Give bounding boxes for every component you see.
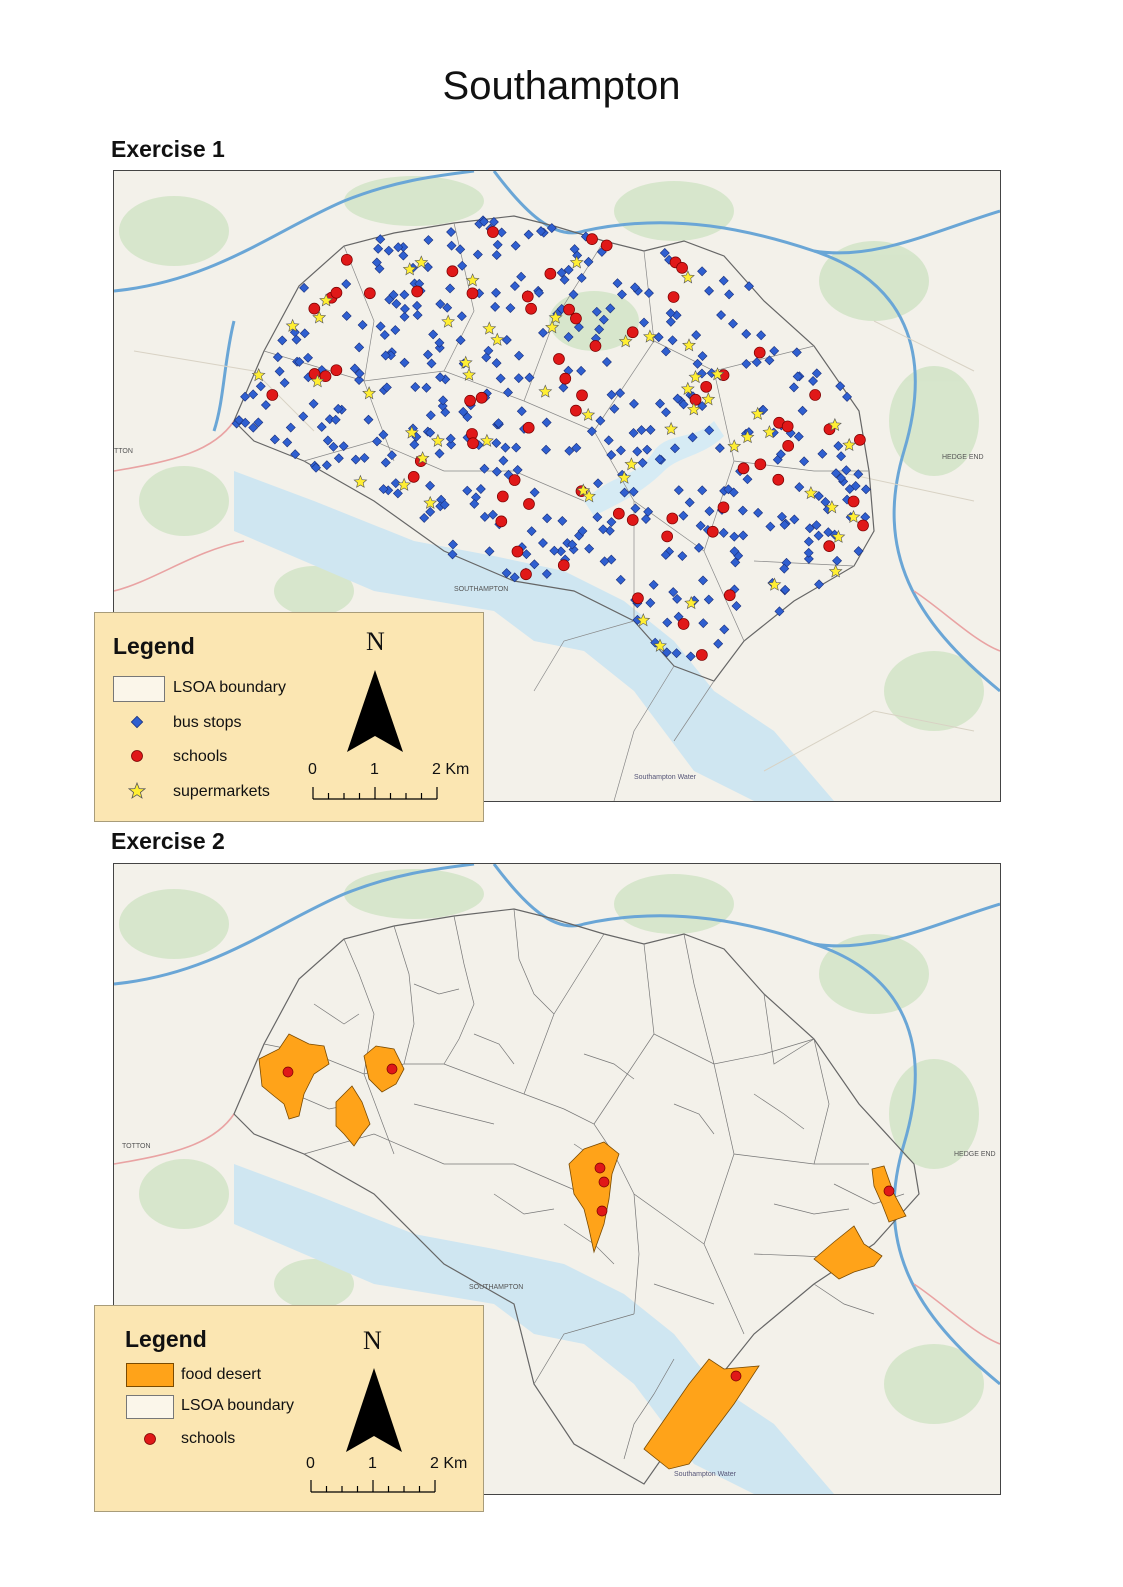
legend-label-schools: schools: [173, 748, 228, 765]
school-marker: [570, 405, 581, 416]
school-marker: [701, 381, 712, 392]
school-marker: [387, 1064, 397, 1074]
school-marker: [754, 347, 765, 358]
school-marker: [782, 421, 793, 432]
map-label-east: HEDGE END: [954, 1151, 996, 1158]
school-marker: [854, 434, 865, 445]
school-marker: [667, 513, 678, 524]
exercise2-legend: [94, 1305, 484, 1512]
north-arrow-icon: [344, 1366, 404, 1454]
school-marker: [523, 422, 534, 433]
school-marker: [731, 1371, 741, 1381]
lsoa-boundary-swatch: [126, 1395, 174, 1419]
school-marker: [718, 502, 729, 513]
school-marker: [476, 392, 487, 403]
legend-title: Legend: [113, 633, 195, 659]
map-label-water: Southampton Water: [634, 774, 696, 781]
lsoa-boundary-swatch: [113, 676, 165, 702]
map-label-west: TTON: [114, 448, 133, 455]
school-marker: [309, 303, 320, 314]
school-marker: [595, 1163, 605, 1173]
scale-bar: [309, 1478, 439, 1496]
north-label: N: [366, 627, 385, 656]
scale-label-1: 1: [368, 1455, 377, 1472]
school-marker: [467, 288, 478, 299]
school-marker: [341, 254, 352, 265]
legend-label-bus-stops: bus stops: [173, 714, 242, 731]
exercise1-legend: [94, 612, 484, 822]
legend-title: Legend: [125, 1326, 207, 1352]
school-marker: [590, 340, 601, 351]
school-marker: [267, 389, 278, 400]
school-marker: [858, 520, 869, 531]
school-marker: [577, 390, 588, 401]
school-marker: [558, 560, 569, 571]
school-marker: [662, 531, 673, 542]
school-marker: [408, 471, 419, 482]
school-marker: [447, 266, 458, 277]
north-arrow-icon: [345, 668, 405, 754]
school-marker: [599, 1177, 609, 1187]
school-marker: [497, 491, 508, 502]
school-marker: [283, 1067, 293, 1077]
map-label-city: SOUTHAMPTON: [469, 1284, 524, 1291]
school-marker: [632, 593, 643, 604]
school-marker: [613, 508, 624, 519]
school-marker: [487, 227, 498, 238]
map-label-city: SOUTHAMPTON: [454, 586, 509, 593]
scale-label-2km: 2 Km: [432, 761, 470, 778]
school-marker: [597, 1206, 607, 1216]
school-marker: [570, 313, 581, 324]
exercise2-heading: Exercise 2: [111, 828, 225, 854]
scale-label-1: 1: [370, 761, 379, 778]
school-marker: [496, 516, 507, 527]
school-marker: [696, 649, 707, 660]
school-marker: [564, 304, 575, 315]
exercise1-heading: Exercise 1: [111, 136, 225, 162]
school-marker: [331, 365, 342, 376]
school-icon: [143, 1432, 157, 1446]
legend-label-supermarkets: supermarkets: [173, 783, 270, 800]
school-marker: [545, 268, 556, 279]
school-marker: [587, 234, 598, 245]
legend-label-schools: schools: [181, 1430, 236, 1447]
school-marker: [412, 286, 423, 297]
school-marker: [520, 569, 531, 580]
school-marker: [707, 526, 718, 537]
school-marker: [724, 590, 735, 601]
north-label: N: [363, 1326, 382, 1355]
school-marker: [522, 291, 533, 302]
legend-label-food-desert: food desert: [181, 1366, 262, 1383]
school-marker: [331, 287, 342, 298]
scale-label-0: 0: [308, 761, 317, 778]
school-marker: [690, 394, 701, 405]
school-marker: [627, 327, 638, 338]
map-label-east: HEDGE END: [942, 454, 984, 461]
scale-label-2km: 2 Km: [430, 1455, 468, 1472]
school-marker: [668, 292, 679, 303]
school-marker: [848, 496, 859, 507]
school-marker: [465, 395, 476, 406]
school-marker: [677, 262, 688, 273]
legend-label-lsoa: LSOA boundary: [181, 1397, 294, 1414]
school-marker: [512, 546, 523, 557]
school-marker: [601, 240, 612, 251]
school-marker: [773, 474, 784, 485]
scale-bar: [311, 785, 441, 803]
scale-label-0: 0: [306, 1455, 315, 1472]
legend-label-lsoa: LSOA boundary: [173, 679, 286, 696]
school-marker: [509, 475, 520, 486]
map-label-water: Southampton Water: [674, 1471, 736, 1478]
school-marker: [783, 440, 794, 451]
page-title: Southampton: [442, 64, 681, 108]
school-icon: [130, 749, 144, 763]
school-marker: [738, 463, 749, 474]
school-marker: [523, 498, 534, 509]
school-marker: [678, 619, 689, 630]
school-marker: [824, 541, 835, 552]
map-label-west: TOTTON: [122, 1143, 151, 1150]
food-desert-swatch: [126, 1363, 174, 1387]
school-marker: [560, 373, 571, 384]
school-marker: [884, 1186, 894, 1196]
bus-stop-icon: [129, 714, 145, 730]
school-marker: [553, 354, 564, 365]
school-marker: [627, 515, 638, 526]
school-marker: [526, 303, 537, 314]
school-marker: [364, 288, 375, 299]
school-marker: [810, 389, 821, 400]
school-marker: [468, 438, 479, 449]
supermarket-star-icon: [128, 782, 146, 800]
school-marker: [755, 459, 766, 470]
